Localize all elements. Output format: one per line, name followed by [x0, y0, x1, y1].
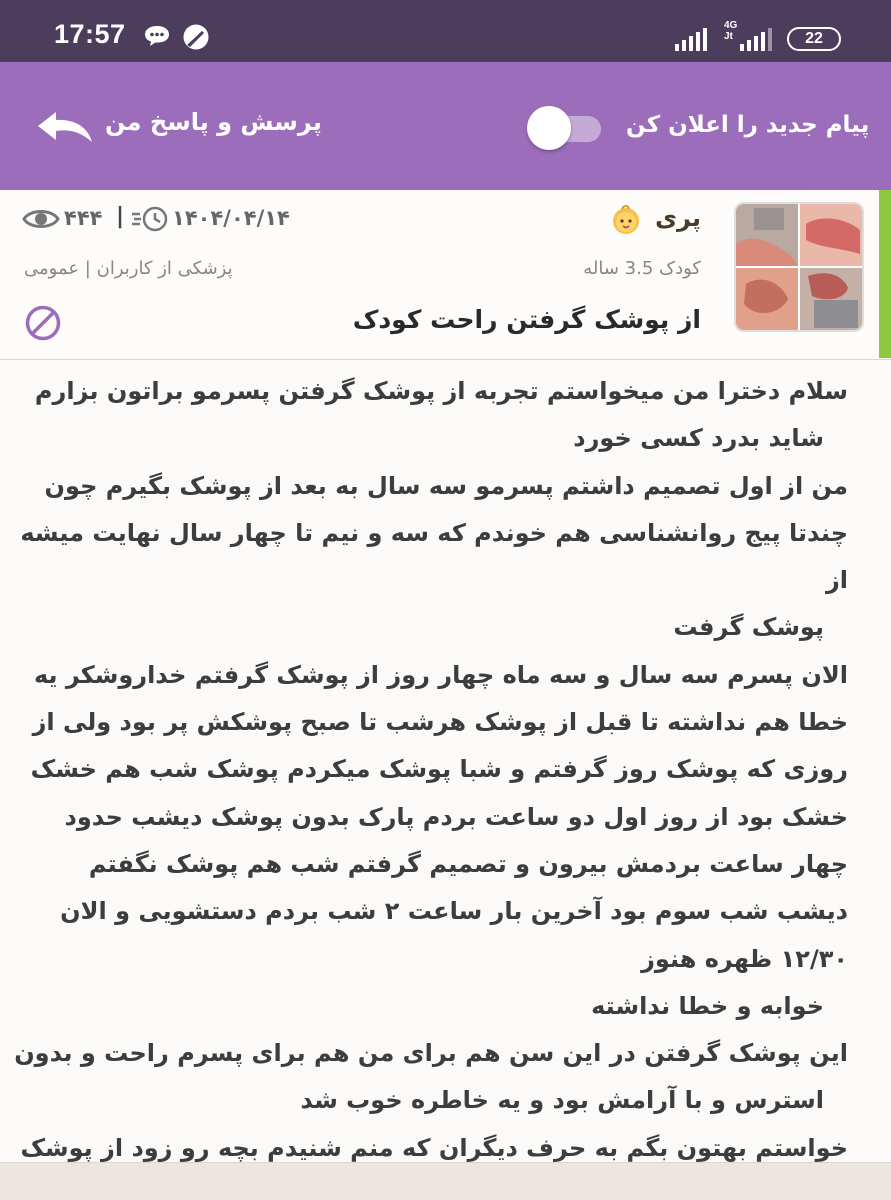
- post-paragraph: شاید بدرد کسی خورد: [573, 424, 824, 453]
- battery-icon: 22: [787, 27, 841, 51]
- post-paragraph: خوابه و خطا نداشته: [591, 991, 824, 1020]
- eye-icon: [22, 206, 60, 236]
- page-title: پرسش و پاسخ من: [105, 108, 322, 136]
- child-age: کودک 3.5 ساله: [583, 258, 701, 279]
- app-header: [0, 62, 891, 190]
- status-bar: [0, 0, 891, 62]
- meta-separator: |: [116, 204, 125, 229]
- clock-icon: [130, 205, 170, 237]
- post-paragraph: الان پسرم سه سال و سه ماه چهار روز از پوشک گرفتم خداروشکر یه خطا هم نداشته تا قبل از پوشک هرشب تا صبح پوشکش پر بود ولی از روزی که پوشک روز گرفتم و شبا پوشک میکردم پوشک شب هم خشک خشک بود از روز اول دو ساعت بردم پارک بدون پوشک دیشب حدود چهار ساعت بردمش بیرون و تصمیم گرفتم شب هم پوشک نگفتم دیشب شب سوم بود آخرین بار ساعت ۲ شب بردم دستشویی و الان ۱۲/۳۰ ظهره هنوز: [30, 660, 848, 973]
- author-name[interactable]: پری: [655, 204, 701, 232]
- reply-arrow-icon[interactable]: [36, 106, 96, 150]
- post-title: از پوشک گرفتن راحت کودک: [352, 305, 701, 334]
- post-paragraph: سلام دخترا من میخواستم تجربه از پوشک گرفتن پسرمو براتون بزارم: [34, 377, 848, 405]
- post-paragraph: خواستم بهتون بگم به حرف دیگران که منم شنیدم بچه رو زود از پوشک: [20, 1133, 848, 1162]
- post-paragraph: استرس و با آرامش بود و یه خاطره خوب شد: [300, 1086, 824, 1115]
- post-paragraph: این پوشک گرفتن در این سن هم برای من هم برای پسرم راحت و بدون: [14, 1039, 848, 1068]
- block-icon[interactable]: [24, 304, 62, 346]
- notify-toggle[interactable]: [527, 110, 601, 144]
- status-time: 17:57: [54, 19, 126, 49]
- post-category: پزشکی از کاربران | عمومی: [24, 258, 233, 279]
- signal-icon: [675, 27, 711, 55]
- post-paragraph: پوشک گرفت: [673, 613, 824, 642]
- post-header-card: [0, 190, 891, 360]
- card-accent-bar: [879, 190, 891, 358]
- view-count: ۴۴۴: [64, 206, 103, 230]
- toggle-knob: [527, 106, 571, 150]
- post-body: [12, 368, 848, 1162]
- bottom-strip: [0, 1162, 891, 1200]
- signal-icon: [740, 27, 776, 55]
- post-paragraph: من از اول تصمیم داشتم پسرمو سه سال به بعد از پوشک بگیرم چون چندتا پیج روانشناسی هم خوندم که سه و نیم تا چهار سال نهایت میشه از: [20, 471, 848, 595]
- network-type-label: 4G Jt: [724, 20, 738, 42]
- baby-photo-collage-icon: [736, 204, 862, 330]
- notify-toggle-label: پیام جدید را اعلان کن: [626, 112, 870, 138]
- chat-bubble-icon: [143, 24, 171, 52]
- post-date: ۱۴۰۴/۰۴/۱۴: [172, 206, 290, 230]
- baby-icon: [610, 203, 642, 239]
- post-thumbnail[interactable]: [734, 202, 864, 332]
- compass-icon: [180, 23, 212, 55]
